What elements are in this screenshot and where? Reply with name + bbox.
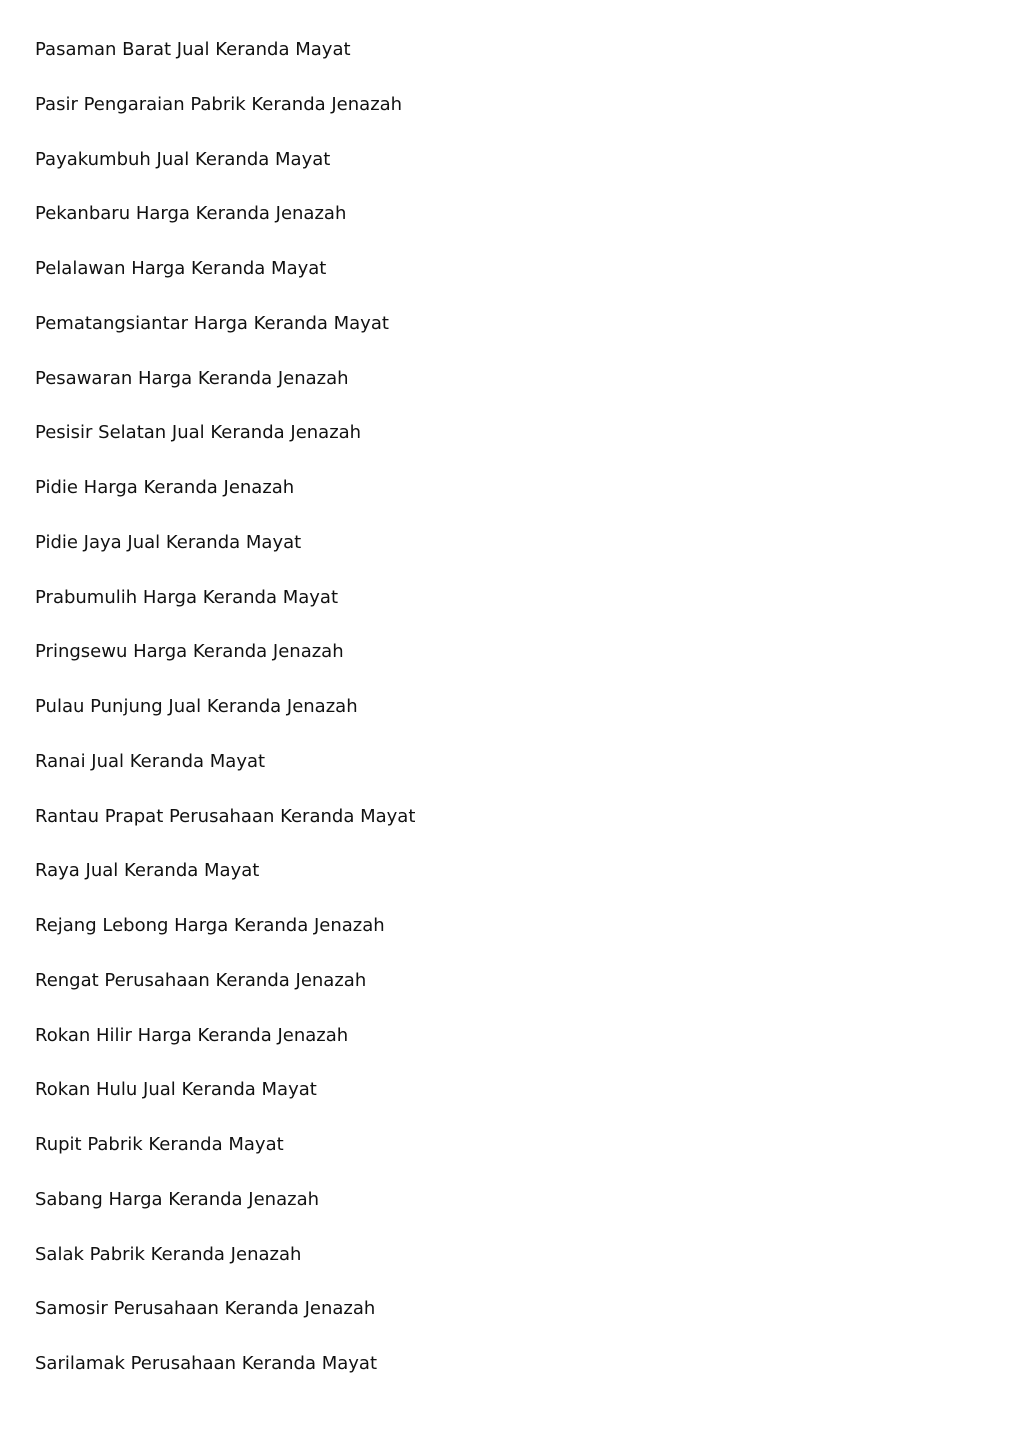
list-item [35, 912, 415, 967]
location-link[interactable]: Rupit Pabrik Keranda Mayat [35, 1134, 284, 1155]
list-item [35, 36, 415, 91]
list-item [35, 255, 415, 310]
location-link[interactable]: Pesawaran Harga Keranda Jenazah [35, 367, 349, 389]
location-link[interactable]: Pasaman Barat Jual Keranda Mayat [35, 39, 351, 60]
list-item [35, 803, 415, 858]
location-link[interactable]: Ranai Jual Keranda Mayat [35, 750, 266, 772]
list-item [35, 310, 415, 365]
location-link[interactable]: Pasir Pengaraian Pabrik Keranda Jenazah [35, 93, 403, 115]
list-item [35, 1186, 415, 1241]
location-link[interactable]: Sarilamak Perusahaan Keranda Mayat [35, 1353, 377, 1374]
list-item [35, 419, 415, 474]
list-item [35, 474, 415, 529]
location-link[interactable]: Rengat Perusahaan Keranda Jenazah [35, 969, 367, 991]
list-item [35, 91, 415, 146]
location-link[interactable]: Payakumbuh Jual Keranda Mayat [35, 148, 331, 170]
list-item [35, 1131, 415, 1186]
list-item [35, 529, 415, 584]
list-item [35, 200, 415, 255]
location-link[interactable]: Prabumulih Harga Keranda Mayat [35, 586, 339, 608]
location-link[interactable]: Pematangsiantar Harga Keranda Mayat [35, 312, 389, 334]
list-item [35, 857, 415, 912]
location-link[interactable]: Rantau Prapat Perusahaan Keranda Mayat [35, 805, 416, 827]
location-link[interactable]: Rejang Lebong Harga Keranda Jenazah [35, 915, 385, 936]
list-item [35, 365, 415, 420]
location-link[interactable]: Pidie Harga Keranda Jenazah [35, 477, 295, 498]
list-item [35, 1076, 415, 1131]
location-link[interactable]: Rokan Hilir Harga Keranda Jenazah [35, 1024, 349, 1046]
location-link[interactable]: Samosir Perusahaan Keranda Jenazah [35, 1298, 376, 1320]
list-item [35, 1295, 415, 1350]
list-item [35, 748, 415, 803]
location-link[interactable]: Raya Jual Keranda Mayat [35, 860, 260, 882]
list-item [35, 1350, 415, 1405]
list-item [35, 146, 415, 201]
list-item [35, 693, 415, 748]
list-item [35, 1241, 415, 1296]
location-link[interactable]: Pesisir Selatan Jual Keranda Jenazah [35, 422, 362, 444]
location-link[interactable]: Pekanbaru Harga Keranda Jenazah [35, 203, 347, 225]
list-item [35, 967, 415, 1022]
location-link[interactable]: Pulau Punjung Jual Keranda Jenazah [35, 696, 358, 717]
list-item [35, 1022, 415, 1077]
location-link[interactable]: Pidie Jaya Jual Keranda Mayat [35, 531, 302, 553]
list-item [35, 638, 415, 693]
location-link[interactable]: Pelalawan Harga Keranda Mayat [35, 258, 327, 279]
list-item [35, 584, 415, 639]
location-link-list [35, 36, 415, 1405]
location-link[interactable]: Salak Pabrik Keranda Jenazah [35, 1243, 302, 1265]
location-link[interactable]: Pringsewu Harga Keranda Jenazah [35, 641, 344, 663]
location-link[interactable]: Sabang Harga Keranda Jenazah [35, 1188, 320, 1210]
location-link[interactable]: Rokan Hulu Jual Keranda Mayat [35, 1079, 317, 1101]
